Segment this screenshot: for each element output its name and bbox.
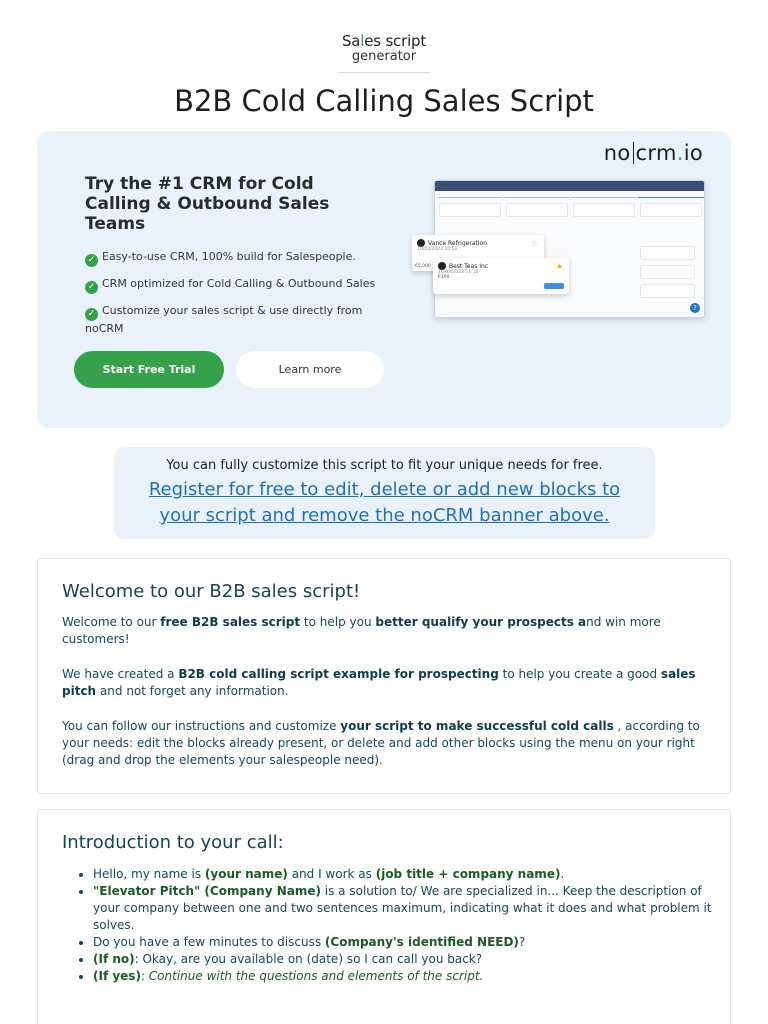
welcome-title: Welcome to our B2B sales script! [62, 581, 361, 602]
introduction-title: Introduction to your call: [62, 832, 284, 853]
star-filled-icon: ★ [555, 262, 563, 271]
deal-card-vance: Vance Refrigeration 10/03/2023 10:50 ☆ [412, 235, 544, 271]
nocrm-logo[interactable]: no crm.io [603, 141, 703, 165]
help-icon: ? [690, 303, 700, 313]
customization-notice [114, 447, 655, 539]
sales-script-generator-logo[interactable] [0, 33, 768, 64]
promo-feature-2: ✓ CRM optimized for Cold Calling & Outbound Sales [85, 276, 385, 294]
logo-divider [339, 72, 431, 73]
introduction-list [93, 866, 713, 985]
welcome-paragraph-1: Welcome to our free B2B sales script to help you better qualify your prospects and win more customers! [62, 615, 661, 646]
list-item: • "Elevator Pitch" (Company Name) is a solution to/ We are specialized in... Keep the description of your company between one and two sentences maximum, indicating what it does and what problem it solves. [93, 883, 713, 934]
welcome-paragraph-3: You can follow our instructions and customize your script to make successful cold calls , according to your needs: edit the blocks already present, or delete and add other blocks using the menu on your right (drag and drop the elements your salespeople need). [62, 719, 700, 767]
star-outline-icon: ☆ [530, 239, 538, 248]
register-link[interactable]: Register for free to edit, delete or add new blocks to your script and remove the noCRM banner above. [148, 479, 621, 526]
avatar [417, 239, 425, 247]
promo-feature-1: ✓ Easy-to-use CRM, 100% build for Salespeople. [85, 249, 385, 267]
promo-heading: Try the #1 CRM for Cold Calling & Outbound Sales Teams [85, 174, 330, 234]
deal-amount-vance: €5,000 [415, 264, 431, 269]
list-item: • (If yes): Continue with the questions and elements of the script. [93, 968, 713, 985]
crm-screenshot-topbar [435, 181, 704, 191]
logo-line-2: generator [351, 49, 417, 64]
list-item: • Hello, my name is (your name) and I work as (job title + company name). [93, 866, 713, 883]
nocrm-promo-banner [37, 131, 731, 428]
notice-text: You can fully customize this script to fit your unique needs for free. [166, 458, 603, 473]
page-title: B2B Cold Calling Sales Script [174, 84, 594, 118]
check-icon: ✓ [85, 281, 98, 294]
deal-card-best-teas: Best Teas Inc 16/03/2023 11:18 €200 ★ [433, 258, 569, 294]
list-item: • Do you have a few minutes to discuss (Company's identified NEED)? [93, 934, 713, 951]
welcome-block [37, 558, 731, 794]
promo-feature-3: ✓ Customize your sales script & use directly from noCRM [85, 304, 363, 335]
start-free-trial-button[interactable]: Start Free Trial [74, 351, 224, 388]
learn-more-button[interactable]: Learn more [236, 351, 384, 388]
introduction-block [37, 809, 731, 1024]
avatar [438, 262, 446, 270]
check-icon: ✓ [85, 254, 98, 267]
logo-line-1: Sales script [341, 32, 427, 50]
check-icon: ✓ [85, 308, 98, 321]
deal-tag [544, 283, 564, 289]
list-item: • (If no): Okay, are you available on (date) so I can call you back? [93, 951, 713, 968]
welcome-paragraph-2: We have created a B2B cold calling script example for prospecting to help you create a good sales pitch and not forget any information. [62, 667, 696, 698]
